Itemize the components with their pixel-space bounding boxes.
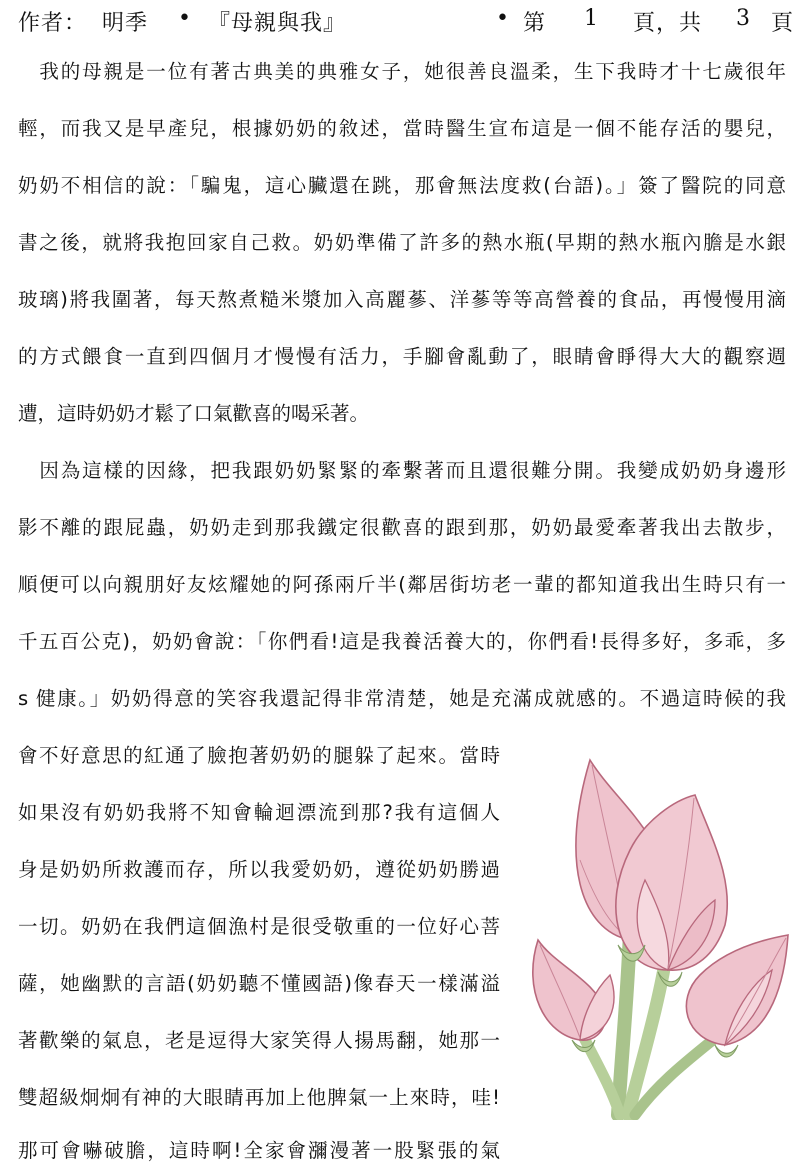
text-line: 千五百公克)，奶奶會說：「你們看!這是我養活養大的，你們看!長得多好，多乖，多 [18,630,786,653]
lotus-bud-illustration [510,740,795,1120]
header-dot: • [178,6,192,31]
text-line: 一切。奶奶在我們這個漁村是很受敬重的一位好心菩 [18,915,500,938]
text-line: s 健康。」奶奶得意的笑容我還記得非常清楚，她是充滿成就感的。不過這時候的我 [18,687,786,710]
text-line: 我的母親是一位有著古典美的典雅女子，她很善良溫柔，生下我時才十七歲很年 [18,60,786,83]
text-line: 遭，這時奶奶才鬆了口氣歡喜的喝采著。 [18,402,370,425]
document-title: 『母親與我』 [208,11,347,36]
page-total: 3 [736,6,751,31]
text-line: 書之後，就將我抱回家自己救。奶奶準備了許多的熱水瓶(早期的熱水瓶內膽是水銀 [18,231,786,254]
text-line: 那可會嚇破膽，這時啊!全家會瀰漫著一股緊張的氣 [18,1139,500,1162]
text-line: 的方式餵食一直到四個月才慢慢有活力，手腳會亂動了，眼睛會睜得大大的觀察週 [18,345,786,368]
text-line: 身是奶奶所救護而存，所以我愛奶奶，遵從奶奶勝過 [18,858,500,881]
text-line: 薩，她幽默的言語(奶奶聽不懂國語)像春天一樣滿溢 [18,972,500,995]
text-line: 著歡樂的氣息，老是逗得大家笑得人揚馬翻，她那一 [18,1029,500,1052]
page-prefix: 第 [523,11,547,36]
text-line: 奶奶不相信的說：「騙鬼，這心臟還在跳，那會無法度救(台語)。」簽了醫院的同意 [18,174,786,197]
text-line: 玻璃)將我圍著，每天熬煮糙米漿加入高麗蔘、洋蔘等等高營養的食品，再慢慢用滴 [18,288,786,311]
page-header [18,6,793,40]
text-line: 如果沒有奶奶我將不知會輪迴漂流到那?我有這個人 [18,801,500,824]
text-line: 影不離的跟屁蟲，奶奶走到那我鐵定很歡喜的跟到那，奶奶最愛牽著我出去散步， [18,516,786,539]
text-line: 因為這樣的因緣，把我跟奶奶緊緊的牽繫著而且還很難分開。我變成奶奶身邊形 [18,459,786,482]
page-number: 1 [584,6,599,31]
text-line: 順便可以向親朋好友炫耀她的阿孫兩斤半(鄰居街坊老一輩的都知道我出生時只有一 [18,573,786,596]
lotus-bud-left [533,940,614,1040]
author-label: 作者： [18,11,88,36]
page-mid: 頁，共 [633,11,703,36]
text-line: 會不好意思的紅通了臉抱著奶奶的腿躲了起來。當時 [18,744,500,767]
text-line: 輕，而我又是早產兒，根據奶奶的敘述，當時醫生宣布這是一個不能存活的嬰兒， [18,117,786,140]
header-dot: • [496,6,510,31]
text-line: 雙超級炯炯有神的大眼睛再加上他脾氣一上來時，哇! [18,1086,500,1109]
page-suffix: 頁 [771,11,795,36]
author-name: 明季 [102,11,149,36]
